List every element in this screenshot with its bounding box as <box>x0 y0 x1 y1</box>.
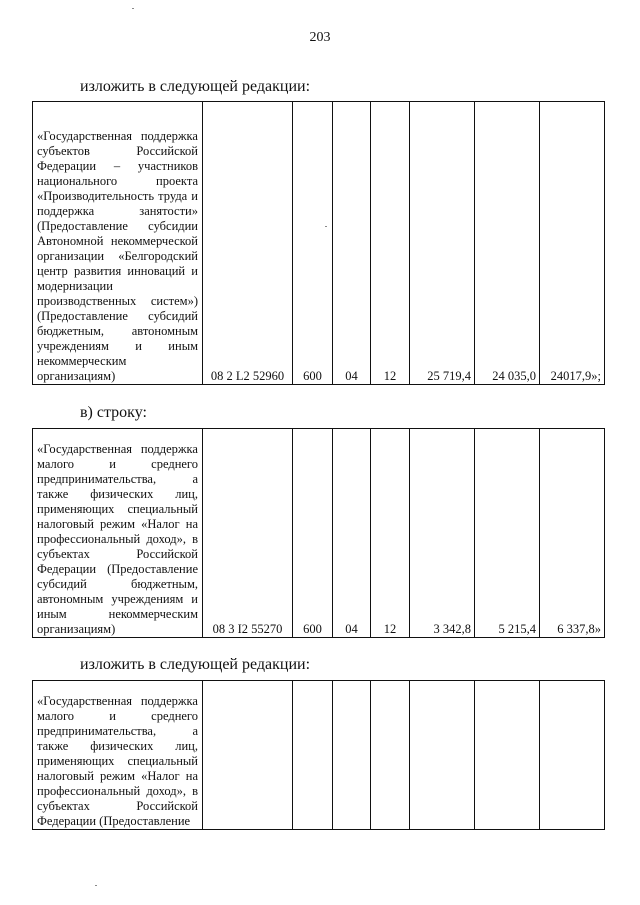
subsection-cell: 12 <box>371 102 410 385</box>
target-code-cell: 08 2 L2 52960 <box>203 102 293 385</box>
target-code-cell <box>203 681 293 830</box>
amount-year-3-cell: 24017,9»; <box>540 102 605 385</box>
expense-type-cell: 600 <box>293 102 333 385</box>
amount-year-2-cell: 5 215,4 <box>475 429 540 638</box>
scan-speck <box>95 885 97 886</box>
row-name-cell: «Государственная поддержка малого и среднего предпринимательства, а также физических лиц, применяющих специальный налоговый режим «Налог на профессиональный доход», в субъектах Российской Федерации (Предоставление <box>33 681 203 830</box>
expense-type-cell <box>293 681 333 830</box>
table-row-3 <box>32 680 605 830</box>
subsection-cell: 12 <box>371 429 410 638</box>
table-row-2 <box>32 428 605 638</box>
amount-year-1-cell: 3 342,8 <box>410 429 475 638</box>
amount-year-1-cell: 25 719,4 <box>410 102 475 385</box>
row-name-cell: «Государственная поддержка малого и среднего предпринимательства, а также физических лиц, применяющих специальный налоговый режим «Налог на профессиональный доход», в субъектах Российской Федерации (Предоставление субсидий бюджетным, автономным учреждениям и иным некоммерческим организациям) <box>33 429 203 638</box>
scan-speck <box>325 226 327 227</box>
amount-year-3-cell <box>540 681 605 830</box>
amount-year-3-cell: 6 337,8» <box>540 429 605 638</box>
expense-type-cell: 600 <box>293 429 333 638</box>
heading-new-edition-1: изложить в следующей редакции: <box>80 78 311 95</box>
page-number: 203 <box>309 30 331 45</box>
section-cell <box>333 681 371 830</box>
table-row-1 <box>32 101 605 385</box>
section-cell: 04 <box>333 102 371 385</box>
target-code-cell: 08 3 I2 55270 <box>203 429 293 638</box>
amount-year-2-cell: 24 035,0 <box>475 102 540 385</box>
heading-row-item: в) строку: <box>80 404 147 421</box>
subsection-cell <box>371 681 410 830</box>
scan-speck <box>132 8 134 9</box>
section-cell: 04 <box>333 429 371 638</box>
heading-new-edition-2: изложить в следующей редакции: <box>80 656 311 673</box>
amount-year-2-cell <box>475 681 540 830</box>
amount-year-1-cell <box>410 681 475 830</box>
row-name-cell: «Государственная поддержка субъектов Российской Федерации – участников национального проекта «Производительность труда и поддержка занятости» (Предоставление субсидии Автономной некоммерческой организации «Белгородский центр развития инноваций и модернизации производственных систем») (Предоставление субсидий бюджетным, автономным учреждениям и иным некоммерческим организациям) <box>33 102 203 385</box>
